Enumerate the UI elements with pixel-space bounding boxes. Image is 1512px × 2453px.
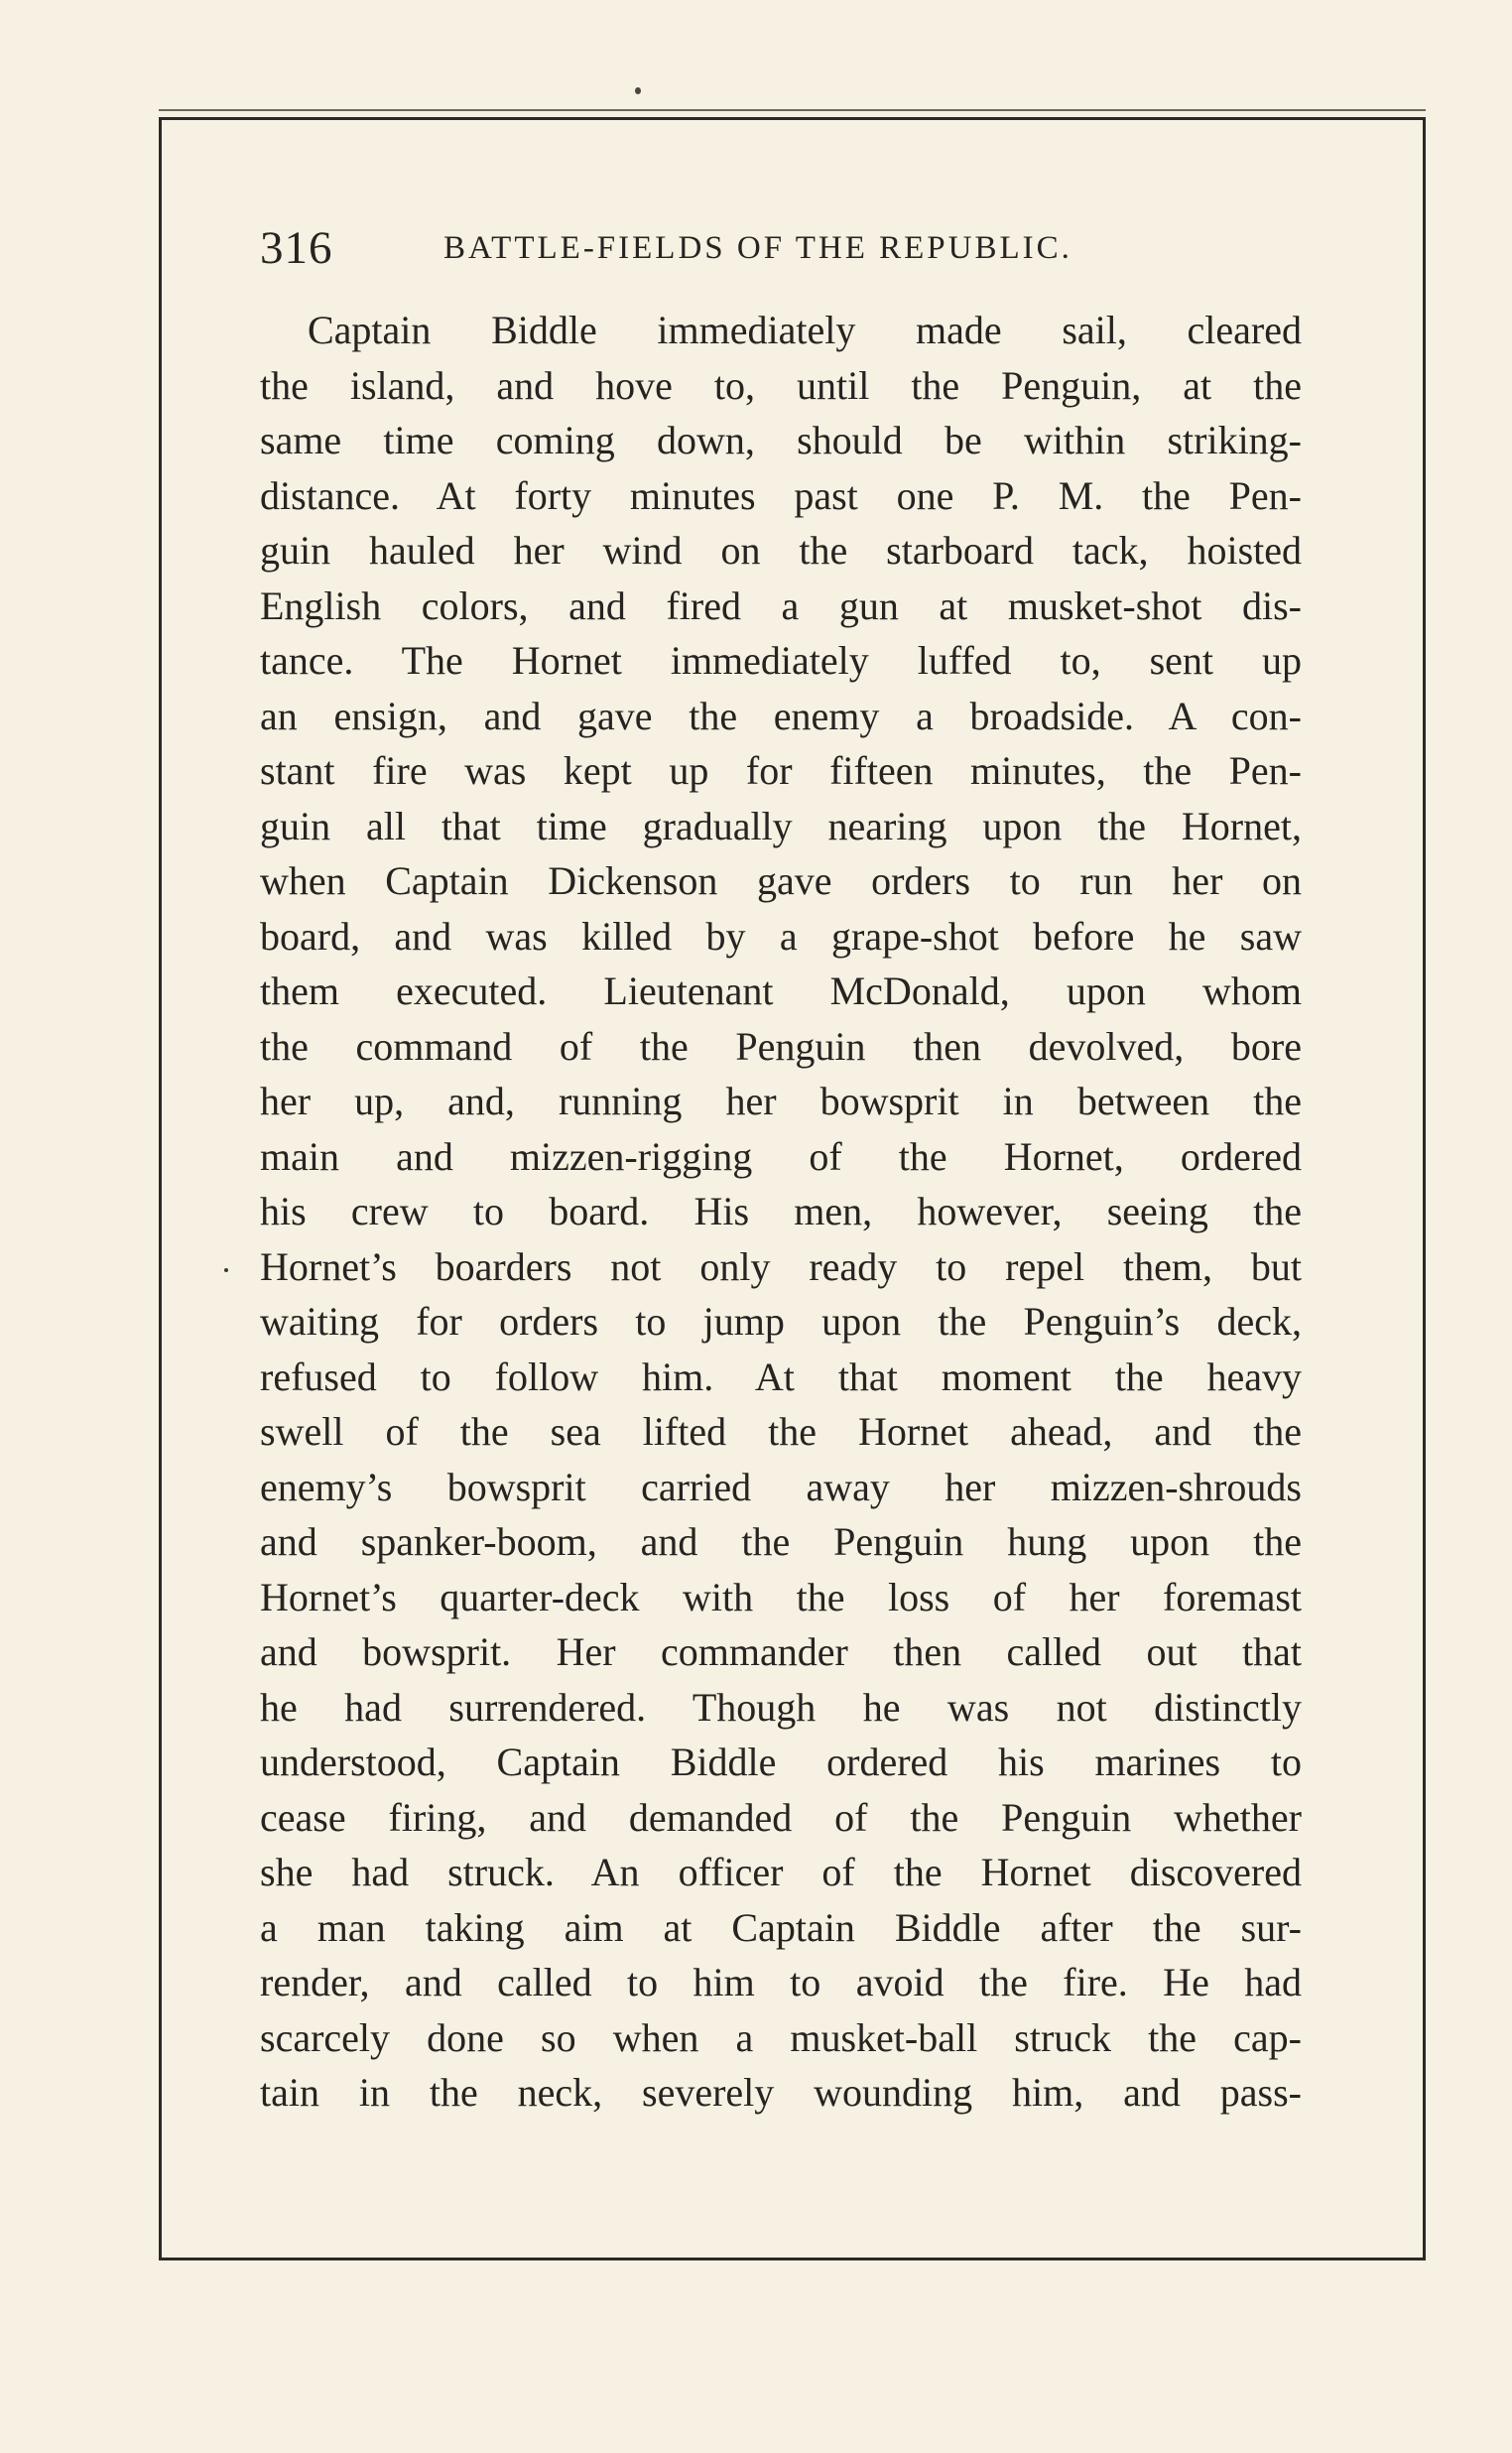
text-line: her up, and, running her bowsprit in between the — [260, 1079, 1302, 1123]
running-head: BATTLE-FIELDS OF THE REPUBLIC. — [443, 230, 1072, 266]
text-line: cease firing, and demanded of the Penguin whether — [260, 1794, 1302, 1840]
text-line: Hornet’s boarders not only ready to repel them, but — [260, 1243, 1302, 1289]
text-line: and bowsprit. Her commander then called out that — [260, 1629, 1302, 1674]
text-line: tance. The Hornet immediately luffed to, sent up — [260, 638, 1302, 683]
text-line: waiting for orders to jump upon the Penguin’s deck, — [260, 1299, 1302, 1344]
text-line: English colors, and fired a gun at musket-shot dis- — [260, 582, 1302, 628]
text-line: guin all that time gradually nearing upon the Hornet, — [260, 803, 1302, 848]
text-line: understood, Captain Biddle ordered his marines to — [260, 1740, 1302, 1784]
text-line: the island, and hove to, until the Penguin, at the — [260, 362, 1302, 408]
page-header — [260, 218, 1272, 278]
text-line: a man taking aim at Captain Biddle after the sur- — [260, 1904, 1302, 1950]
text-line: Captain Biddle immediately made sail, cleared — [308, 308, 1302, 352]
text-line: board, and was killed by a grape-shot before he saw — [260, 913, 1302, 959]
margin-mark — [224, 1268, 228, 1272]
text-line: when Captain Dickenson gave orders to run her on — [260, 858, 1302, 903]
text-line: enemy’s bowsprit carried away her mizzen-shrouds — [260, 1464, 1302, 1509]
text-line: same time coming down, should be within striking- — [260, 418, 1302, 462]
ink-speck — [635, 87, 641, 94]
text-line: she had struck. An officer of the Hornet discovered — [260, 1850, 1302, 1894]
text-line: an ensign, and gave the enemy a broadside. A con- — [260, 693, 1302, 738]
text-line: distance. At forty minutes past one P. M. the Pen- — [260, 472, 1302, 518]
text-line: refused to follow him. At that moment the heavy — [260, 1354, 1302, 1399]
text-line: guin hauled her wind on the starboard tack, hoisted — [260, 528, 1302, 573]
text-line: them executed. Lieutenant McDonald, upon whom — [260, 968, 1302, 1013]
text-line: his crew to board. His men, however, seeing the — [260, 1189, 1302, 1233]
text-line: and spanker-boom, and the Penguin hung upon the — [260, 1519, 1302, 1564]
frame-top-rule — [159, 109, 1426, 111]
text-line: stant fire was kept up for fifteen minutes, the Pen- — [260, 748, 1302, 793]
text-line: Hornet’s quarter-deck with the loss of her foremast — [260, 1574, 1302, 1619]
text-line: scarcely done so when a musket-ball struck the cap- — [260, 2014, 1302, 2060]
body-paragraph — [260, 303, 1302, 2121]
text-line: main and mizzen-rigging of the Hornet, ordered — [260, 1133, 1302, 1179]
text-line: render, and called to him to avoid the fire. He had — [260, 1960, 1302, 2004]
page-number: 316 — [260, 222, 333, 274]
text-line: tain in the neck, severely wounding him, and pass- — [260, 2070, 1302, 2115]
text-line: he had surrendered. Though he was not distinctly — [260, 1684, 1302, 1730]
text-line: the command of the Penguin then devolved, bore — [260, 1023, 1302, 1069]
text-line: swell of the sea lifted the Hornet ahead, and the — [260, 1409, 1302, 1454]
